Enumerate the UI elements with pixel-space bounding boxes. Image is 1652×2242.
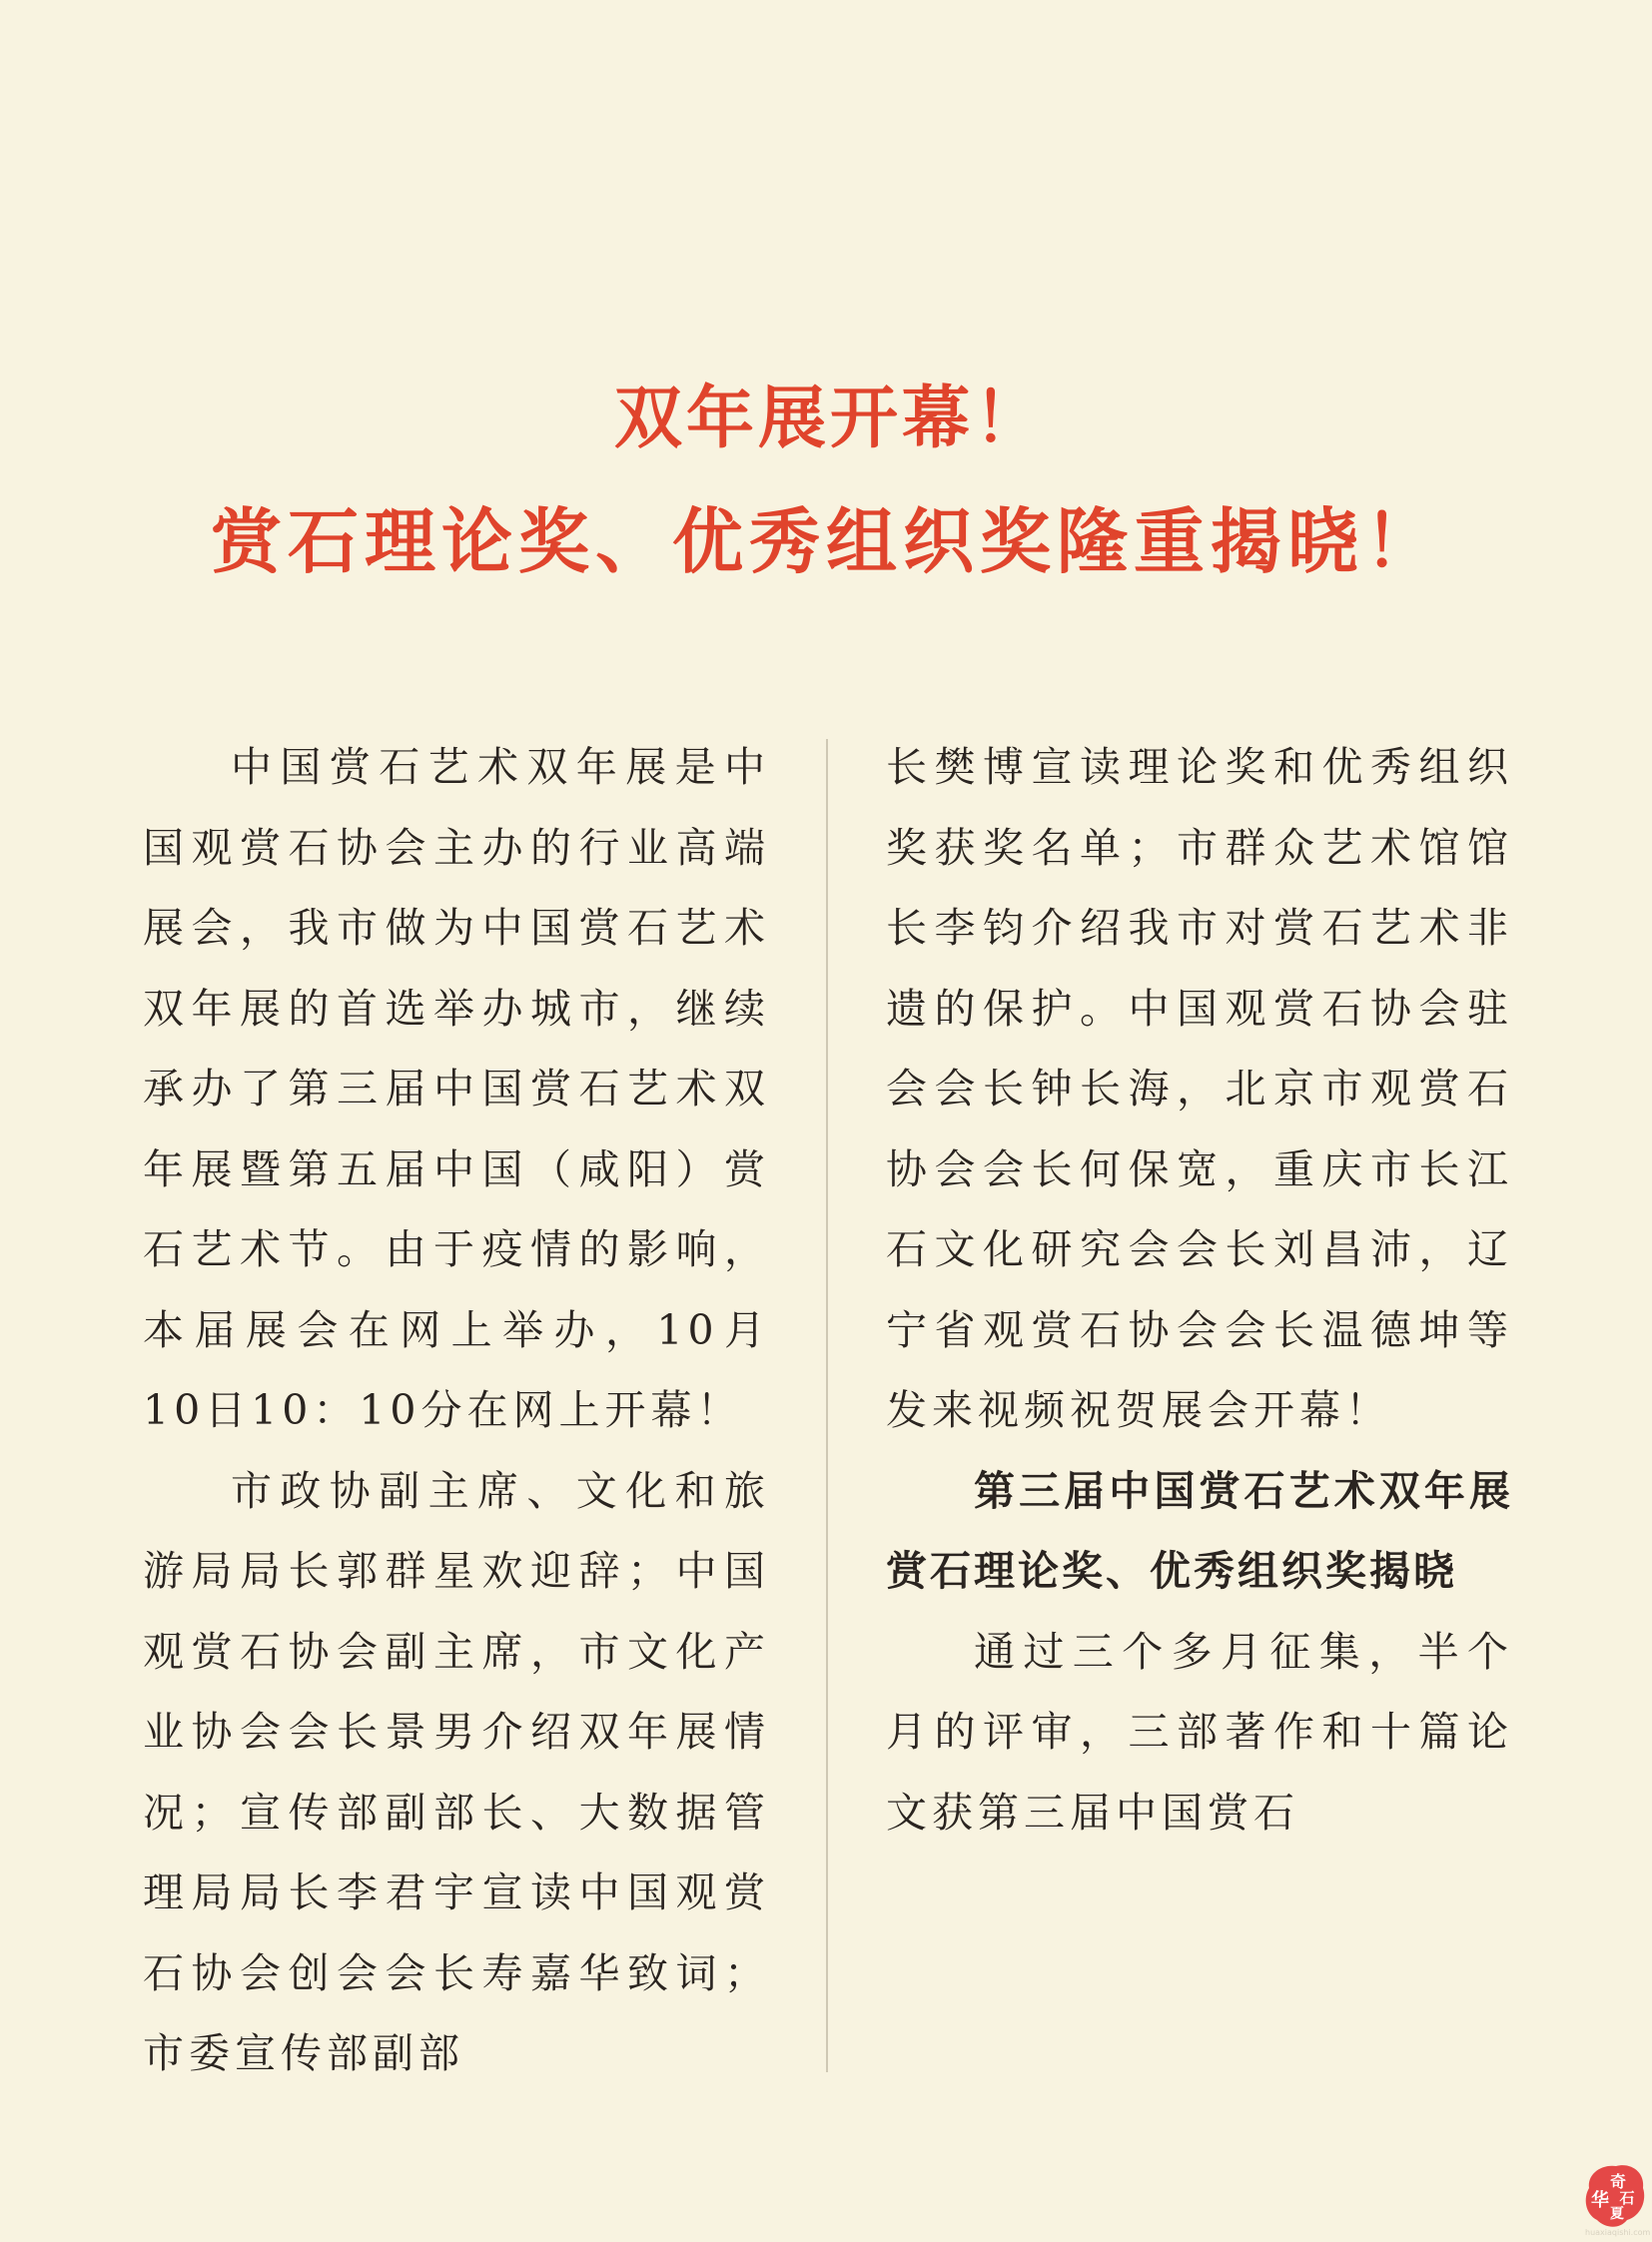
column-divider: [826, 739, 828, 2072]
article-title: [0, 378, 1652, 588]
left-paragraph-2: 市政协副主席、文化和旅游局局长郭群星欢迎辞；中国观赏石协会副主席，市文化产业协会会长景男介绍双年展情况；宣传部副部长、大数据管理局局长李君宇宣读中国观赏石协会创会会长寿嘉华致词；市委宣传部副部: [143, 1466, 770, 2077]
left-column: [143, 727, 770, 2094]
right-column: [886, 727, 1513, 1853]
right-paragraph-2: 通过三个多月征集，半个月的评审，三部著作和十篇论文获第三届中国赏石: [886, 1627, 1513, 1837]
seal-char-qi: 奇: [1609, 2172, 1627, 2191]
watermark-url: huaxiaqishi.com: [1585, 2228, 1651, 2237]
watermark-seal-icon: [1583, 2160, 1649, 2238]
seal-char-hua: 华: [1591, 2190, 1609, 2211]
title-line-2: 赏石理论奖、优秀组织奖隆重揭晓！: [210, 499, 1441, 583]
seal-char-xia: 夏: [1610, 2206, 1624, 2222]
seal-char-shi: 石: [1619, 2189, 1635, 2207]
right-paragraph-1: 长樊博宣读理论奖和优秀组织奖获奖名单；市群众艺术馆馆长李钧介绍我市对赏石艺术非遗的保护。中国观赏石协会驻会会长钟长海，北京市观赏石协会会长何保宽，重庆市长江石文化研究会会长刘昌沛，辽宁省观赏石协会会长温德坤等发来视频祝贺展会开幕！: [886, 743, 1513, 1434]
title-line-1: 双年展开幕！: [613, 378, 1046, 458]
left-paragraph-1: 中国赏石艺术双年展是中国观赏石协会主办的行业高端展会，我市做为中国赏石艺术双年展的首选举办城市，继续承办了第三届中国赏石艺术双年展暨第五届中国（咸阳）赏石艺术节。由于疫情的影响，本届展会在网上举办，10月10日10：10分在网上开幕！: [143, 743, 770, 1434]
section-heading: 第三届中国赏石艺术双年展赏石理论奖、优秀组织奖揭晓: [886, 1466, 1513, 1595]
